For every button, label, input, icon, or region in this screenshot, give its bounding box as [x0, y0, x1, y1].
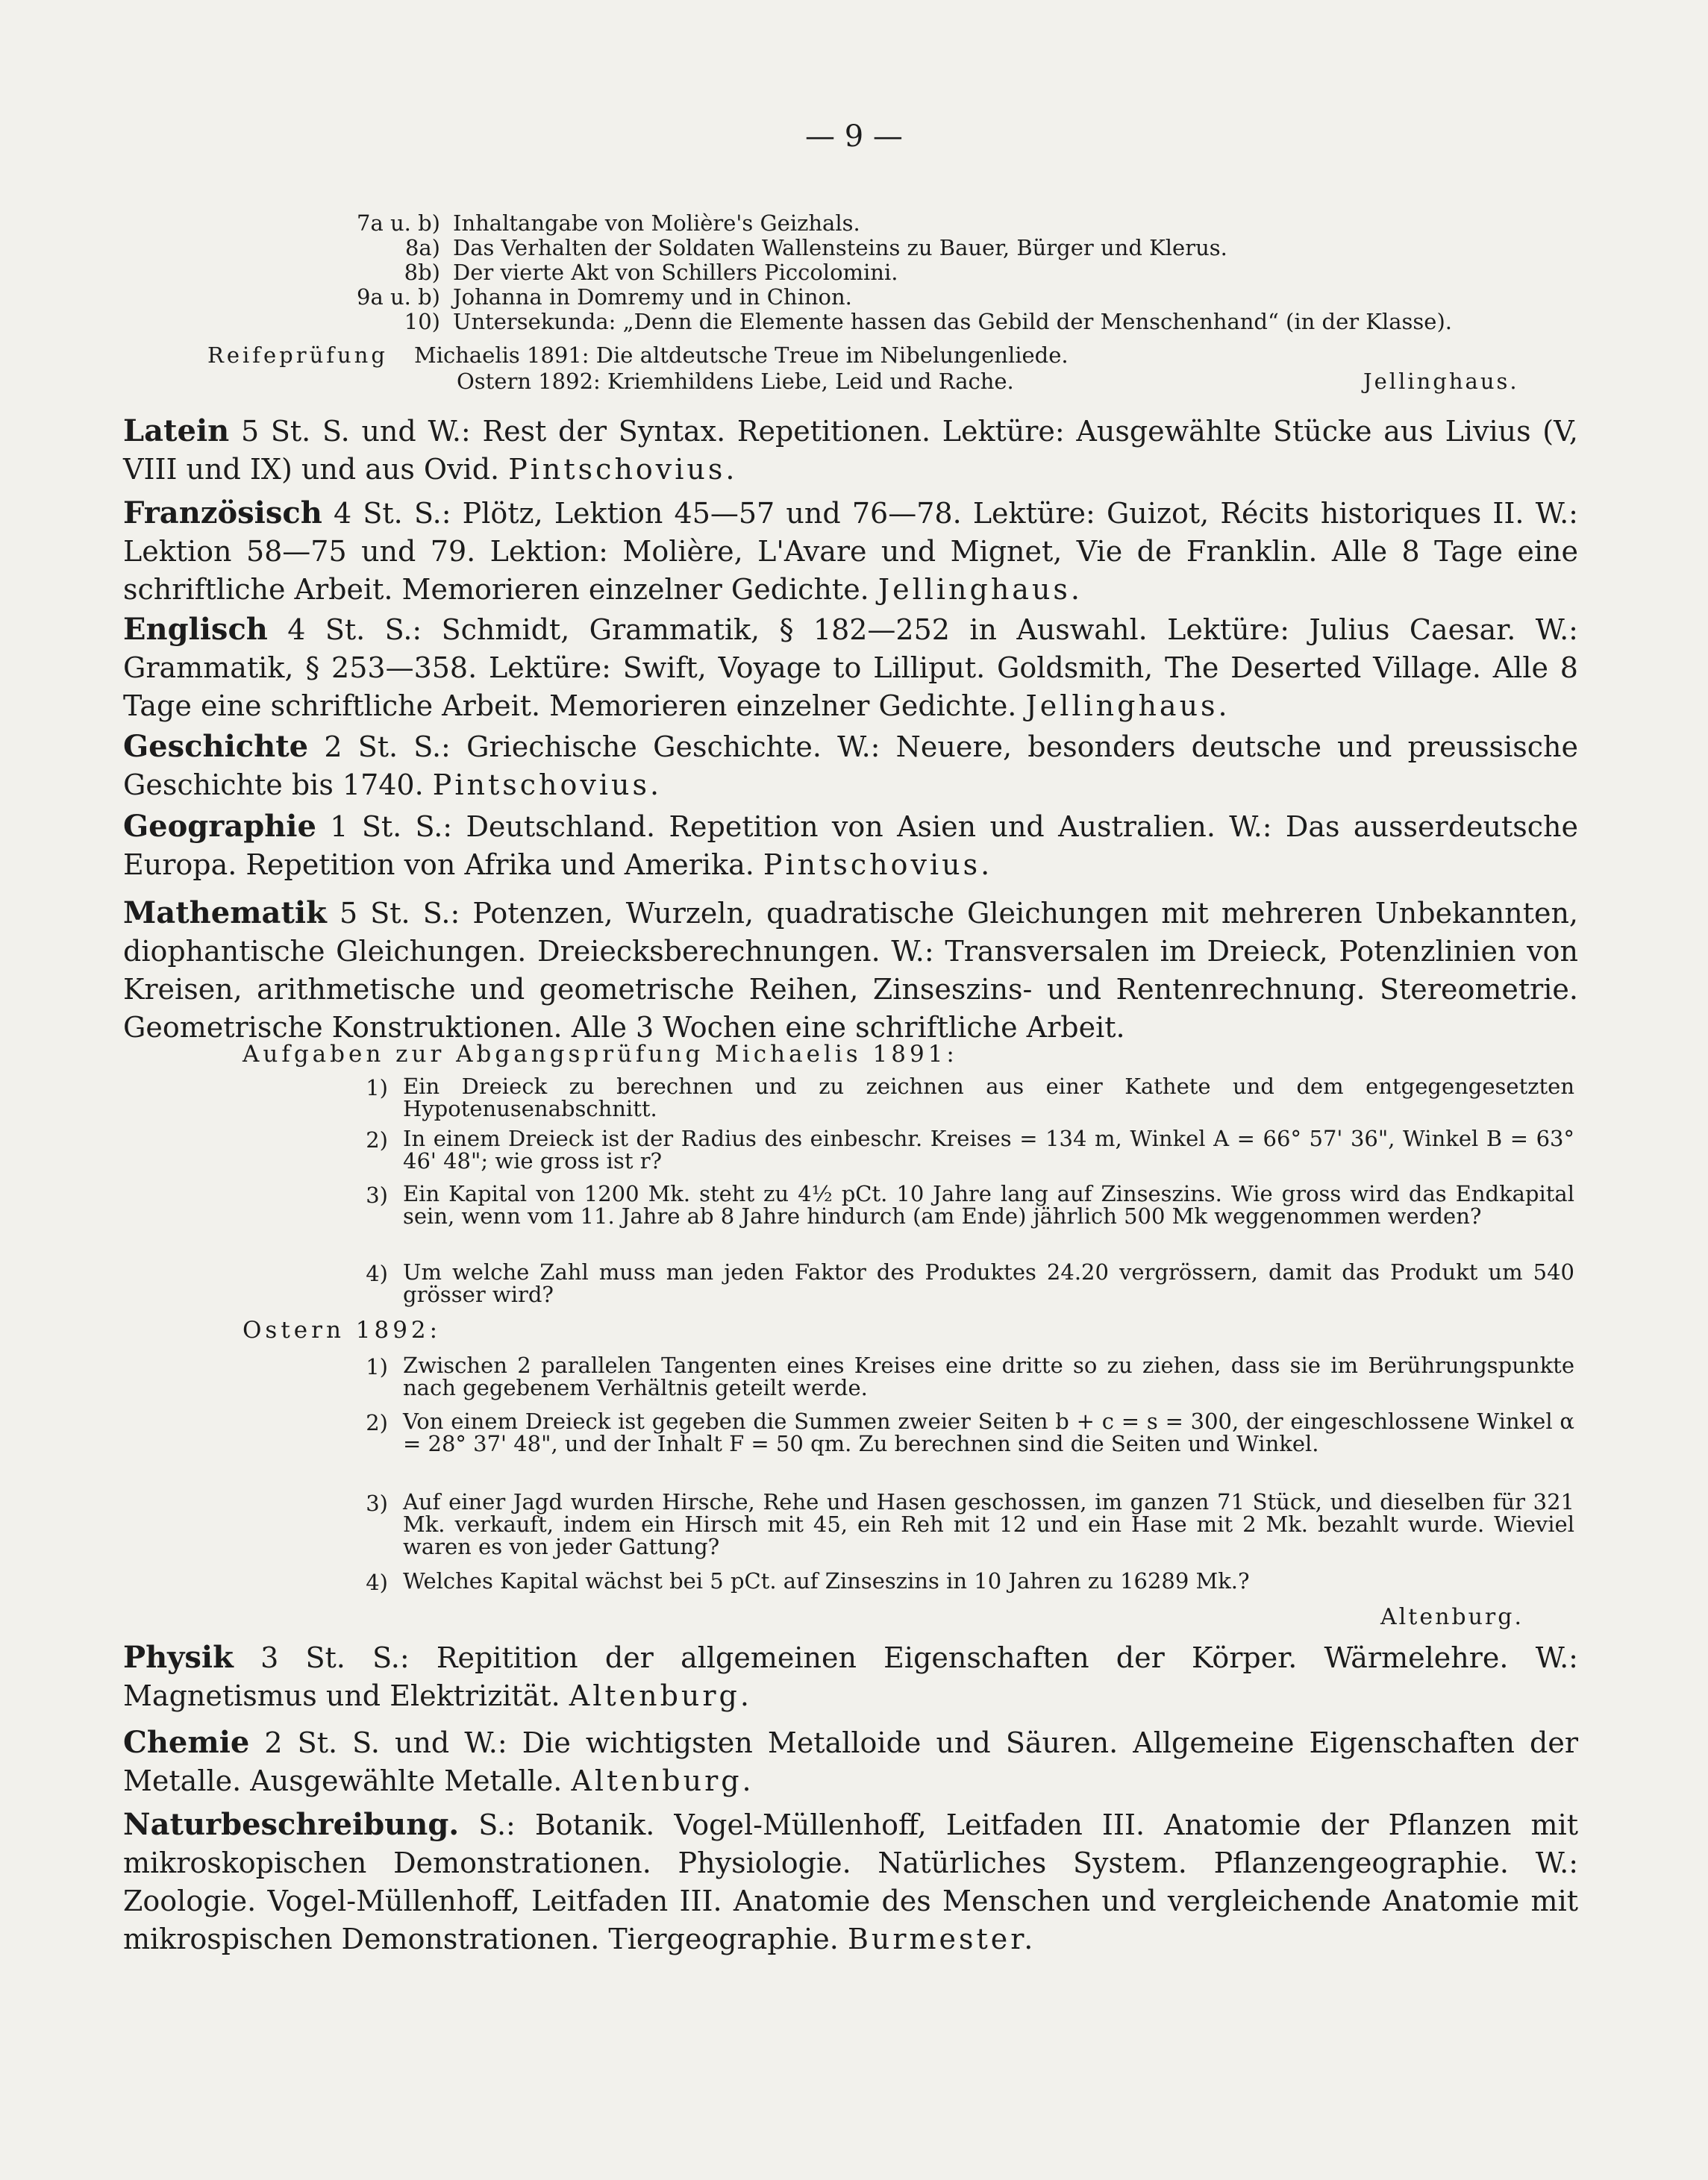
task-number: 1) — [366, 1075, 388, 1100]
teacher-name: Jellinghaus. — [1363, 369, 1519, 394]
teacher-name: Pintschovius. — [763, 848, 993, 881]
task-text: Von einem Dreieck ist gegeben die Summen zweier Seiten b + c = s = 300, der eingeschlossene Winkel α = 28° 37' 48", und der Inhalt F = 50 qm. Zu berechnen sind die Seiten und Winkel. — [403, 1409, 1574, 1456]
list-item-text: Der vierte Akt von Schillers Piccolomini. — [453, 260, 898, 285]
reifepruefung-label: Reifeprüfung — [207, 342, 388, 368]
section-naturbeschreibung — [123, 1805, 1578, 1958]
section-physik — [123, 1638, 1578, 1715]
task-number: 1) — [366, 1354, 388, 1379]
task-number: 3) — [366, 1183, 388, 1208]
teacher-name: Jellinghaus. — [878, 573, 1083, 606]
section-heading: Geschichte — [123, 729, 309, 764]
section-heading: Naturbeschreibung. — [123, 1807, 460, 1842]
teacher-name: Pintschovius. — [432, 768, 663, 801]
teacher-name: Jellinghaus. — [1025, 689, 1230, 722]
section-text: 4 St. S.: Schmidt, Grammatik, § 182—252 in Auswahl. Lektüre: Julius Caesar. W.: Grammatik, § 253—358. Lektüre: Swift, Voyage to Lilliput. Goldsmith, The Deserted Village. Alle 8 Tage eine schriftliche Arbeit. Memorieren einzelner Gedichte. — [123, 613, 1578, 722]
list-item-text: Johanna in Domremy und in Chinon. — [453, 284, 852, 310]
task-number: 2) — [366, 1410, 388, 1435]
list-item-label: 8a) — [404, 235, 440, 260]
section-geschichte — [123, 727, 1578, 804]
task-text: Auf einer Jagd wurden Hirsche, Rehe und Hasen geschossen, im ganzen 71 Stück, und dieselben für 321 Mk. verkauft, indem ein Hirsch mit 45, ein Reh mit 12 und ein Hase mit 2 Mk. bezahlt wurde. Wieviel waren es von jeder Gattung? — [403, 1489, 1574, 1559]
section-heading: Englisch — [123, 612, 268, 647]
task-text: Um welche Zahl muss man jeden Faktor des Produktes 24.20 vergrössern, damit das Produkt um 540 grösser wird? — [403, 1259, 1574, 1307]
aufgaben-heading: Aufgaben zur Abgangsprüfung Michaelis 1891: — [243, 1041, 958, 1068]
section-text: 2 St. S. und W.: Die wichtigsten Metalloide und Säuren. Allgemeine Eigenschaften der Metalle. Ausgewählte Metalle. — [123, 1726, 1578, 1797]
section-geographie — [123, 807, 1578, 884]
task-text: Welches Kapital wächst bei 5 pCt. auf Zinseszins in 10 Jahren zu 16289 Mk.? — [403, 1568, 1250, 1594]
teacher-name: Altenburg. — [1380, 1604, 1524, 1630]
task-number: 4) — [366, 1570, 388, 1595]
ostern-heading: Ostern 1892: — [243, 1317, 442, 1344]
task-number: 2) — [366, 1127, 388, 1153]
list-item-text: Das Verhalten der Soldaten Wallensteins zu Bauer, Bürger und Klerus. — [453, 235, 1227, 260]
page-number: — 9 — — [805, 119, 903, 154]
task-text: In einem Dreieck ist der Radius des einbeschr. Kreises = 134 m, Winkel A = 66° 57' 36", Winkel B = 63° 46' 48"; wie gross ist r? — [403, 1126, 1574, 1174]
teacher-name: Pintschovius. — [508, 453, 738, 486]
section-heading: Geographie — [123, 809, 316, 844]
section-text: 5 St. S. und W.: Rest der Syntax. Repetitionen. Lektüre: Ausgewählte Stücke aus Livius (V, VIII und IX) und aus Ovid. — [123, 415, 1578, 486]
section-latein — [123, 412, 1578, 489]
list-item-label: 8b) — [404, 260, 440, 285]
section-heading: Mathematik — [123, 895, 327, 930]
list-item-label: 9a u. b) — [357, 284, 440, 310]
section-text: 4 St. S.: Plötz, Lektion 45—57 und 76—78. Lektüre: Guizot, Récits historiques II. W.: Lektion 58—75 und 79. Lektion: Molière, L'Avare und Mignet, Vie de Franklin. Alle 8 Tage eine schriftliche Arbeit. Memorieren einzelner Gedichte. — [123, 497, 1578, 606]
list-item-label: 10) — [404, 309, 440, 334]
section-text: 1 St. S.: Deutschland. Repetition von Asien und Australien. W.: Das ausserdeutsche Europa. Repetition von Afrika und Amerika. — [123, 810, 1578, 881]
section-heading: Chemie — [123, 1725, 250, 1760]
list-item-text: Untersekunda: „Denn die Elemente hassen das Gebild der Menschenhand“ (in der Klasse). — [453, 309, 1452, 334]
list-item-text: Inhaltangabe von Molière's Geizhals. — [453, 210, 860, 236]
teacher-name: Burmester. — [847, 1923, 1036, 1955]
section-heading: Physik — [123, 1640, 234, 1675]
task-number: 4) — [366, 1261, 388, 1286]
section-text: 5 St. S.: Potenzen, Wurzeln, quadratische Gleichungen mit mehreren Unbekannten, diophantische Gleichungen. Dreiecksberechnungen. W.: Transversalen im Dreieck, Potenzlinien von Kreisen, arithmetische und geometrische Reihen, Zinseszins- und Rentenrechnung. Stereometrie. Geometrische Konstruktionen. Alle 3 Wochen eine schriftliche Arbeit. — [123, 897, 1578, 1044]
task-text: Ein Dreieck zu berechnen und zu zeichnen aus einer Kathete und dem entgegengesetzten Hypotenusenabschnitt. — [403, 1074, 1574, 1121]
task-text: Ein Kapital von 1200 Mk. steht zu 4½ pCt. 10 Jahre lang auf Zinseszins. Wie gross wird das Endkapital sein, wenn vom 11. Jahre ab 8 Jahre hindurch (am Ende) jährlich 500 Mk weggenommen werden? — [403, 1181, 1574, 1229]
reifepruefung-ostern: Ostern 1892: Kriemhildens Liebe, Leid und Rache. — [457, 369, 1014, 394]
section-heading: Latein — [123, 413, 230, 448]
section-englisch — [123, 610, 1578, 725]
section-text: 3 St. S.: Repitition der allgemeinen Eigenschaften der Körper. Wärmelehre. W.: Magnetismus und Elektrizität. — [123, 1641, 1578, 1712]
task-number: 3) — [366, 1491, 388, 1516]
section-text: S.: Botanik. Vogel-Müllenhoff, Leitfaden III. Anatomie der Pflanzen mit mikroskopischen Demonstrationen. Physiologie. Natürliches System. Pflanzengeographie. W.: Zoologie. Vogel-Müllenhoff, Leitfaden III. Anatomie des Menschen und vergleichende Anatomie mit mikrospischen Demonstrationen. Tiergeographie. — [123, 1808, 1578, 1955]
section-mathematik — [123, 894, 1578, 1047]
task-text: Zwischen 2 parallelen Tangenten eines Kreises eine dritte so zu ziehen, dass sie im Berührungspunkte nach gegebenem Verhältnis geteilt werde. — [403, 1353, 1574, 1400]
section-chemie — [123, 1723, 1578, 1800]
teacher-name: Altenburg. — [569, 1679, 752, 1712]
section-text: 2 St. S.: Griechische Geschichte. W.: Neuere, besonders deutsche und preussische Geschichte bis 1740. — [123, 730, 1578, 801]
section-heading: Französisch — [123, 495, 322, 530]
section-franzoesisch — [123, 494, 1578, 609]
reifepruefung-michaelis: Michaelis 1891: Die altdeutsche Treue im Nibelungenliede. — [414, 342, 1069, 368]
teacher-name: Altenburg. — [571, 1764, 754, 1797]
list-item-label: 7a u. b) — [357, 210, 440, 236]
